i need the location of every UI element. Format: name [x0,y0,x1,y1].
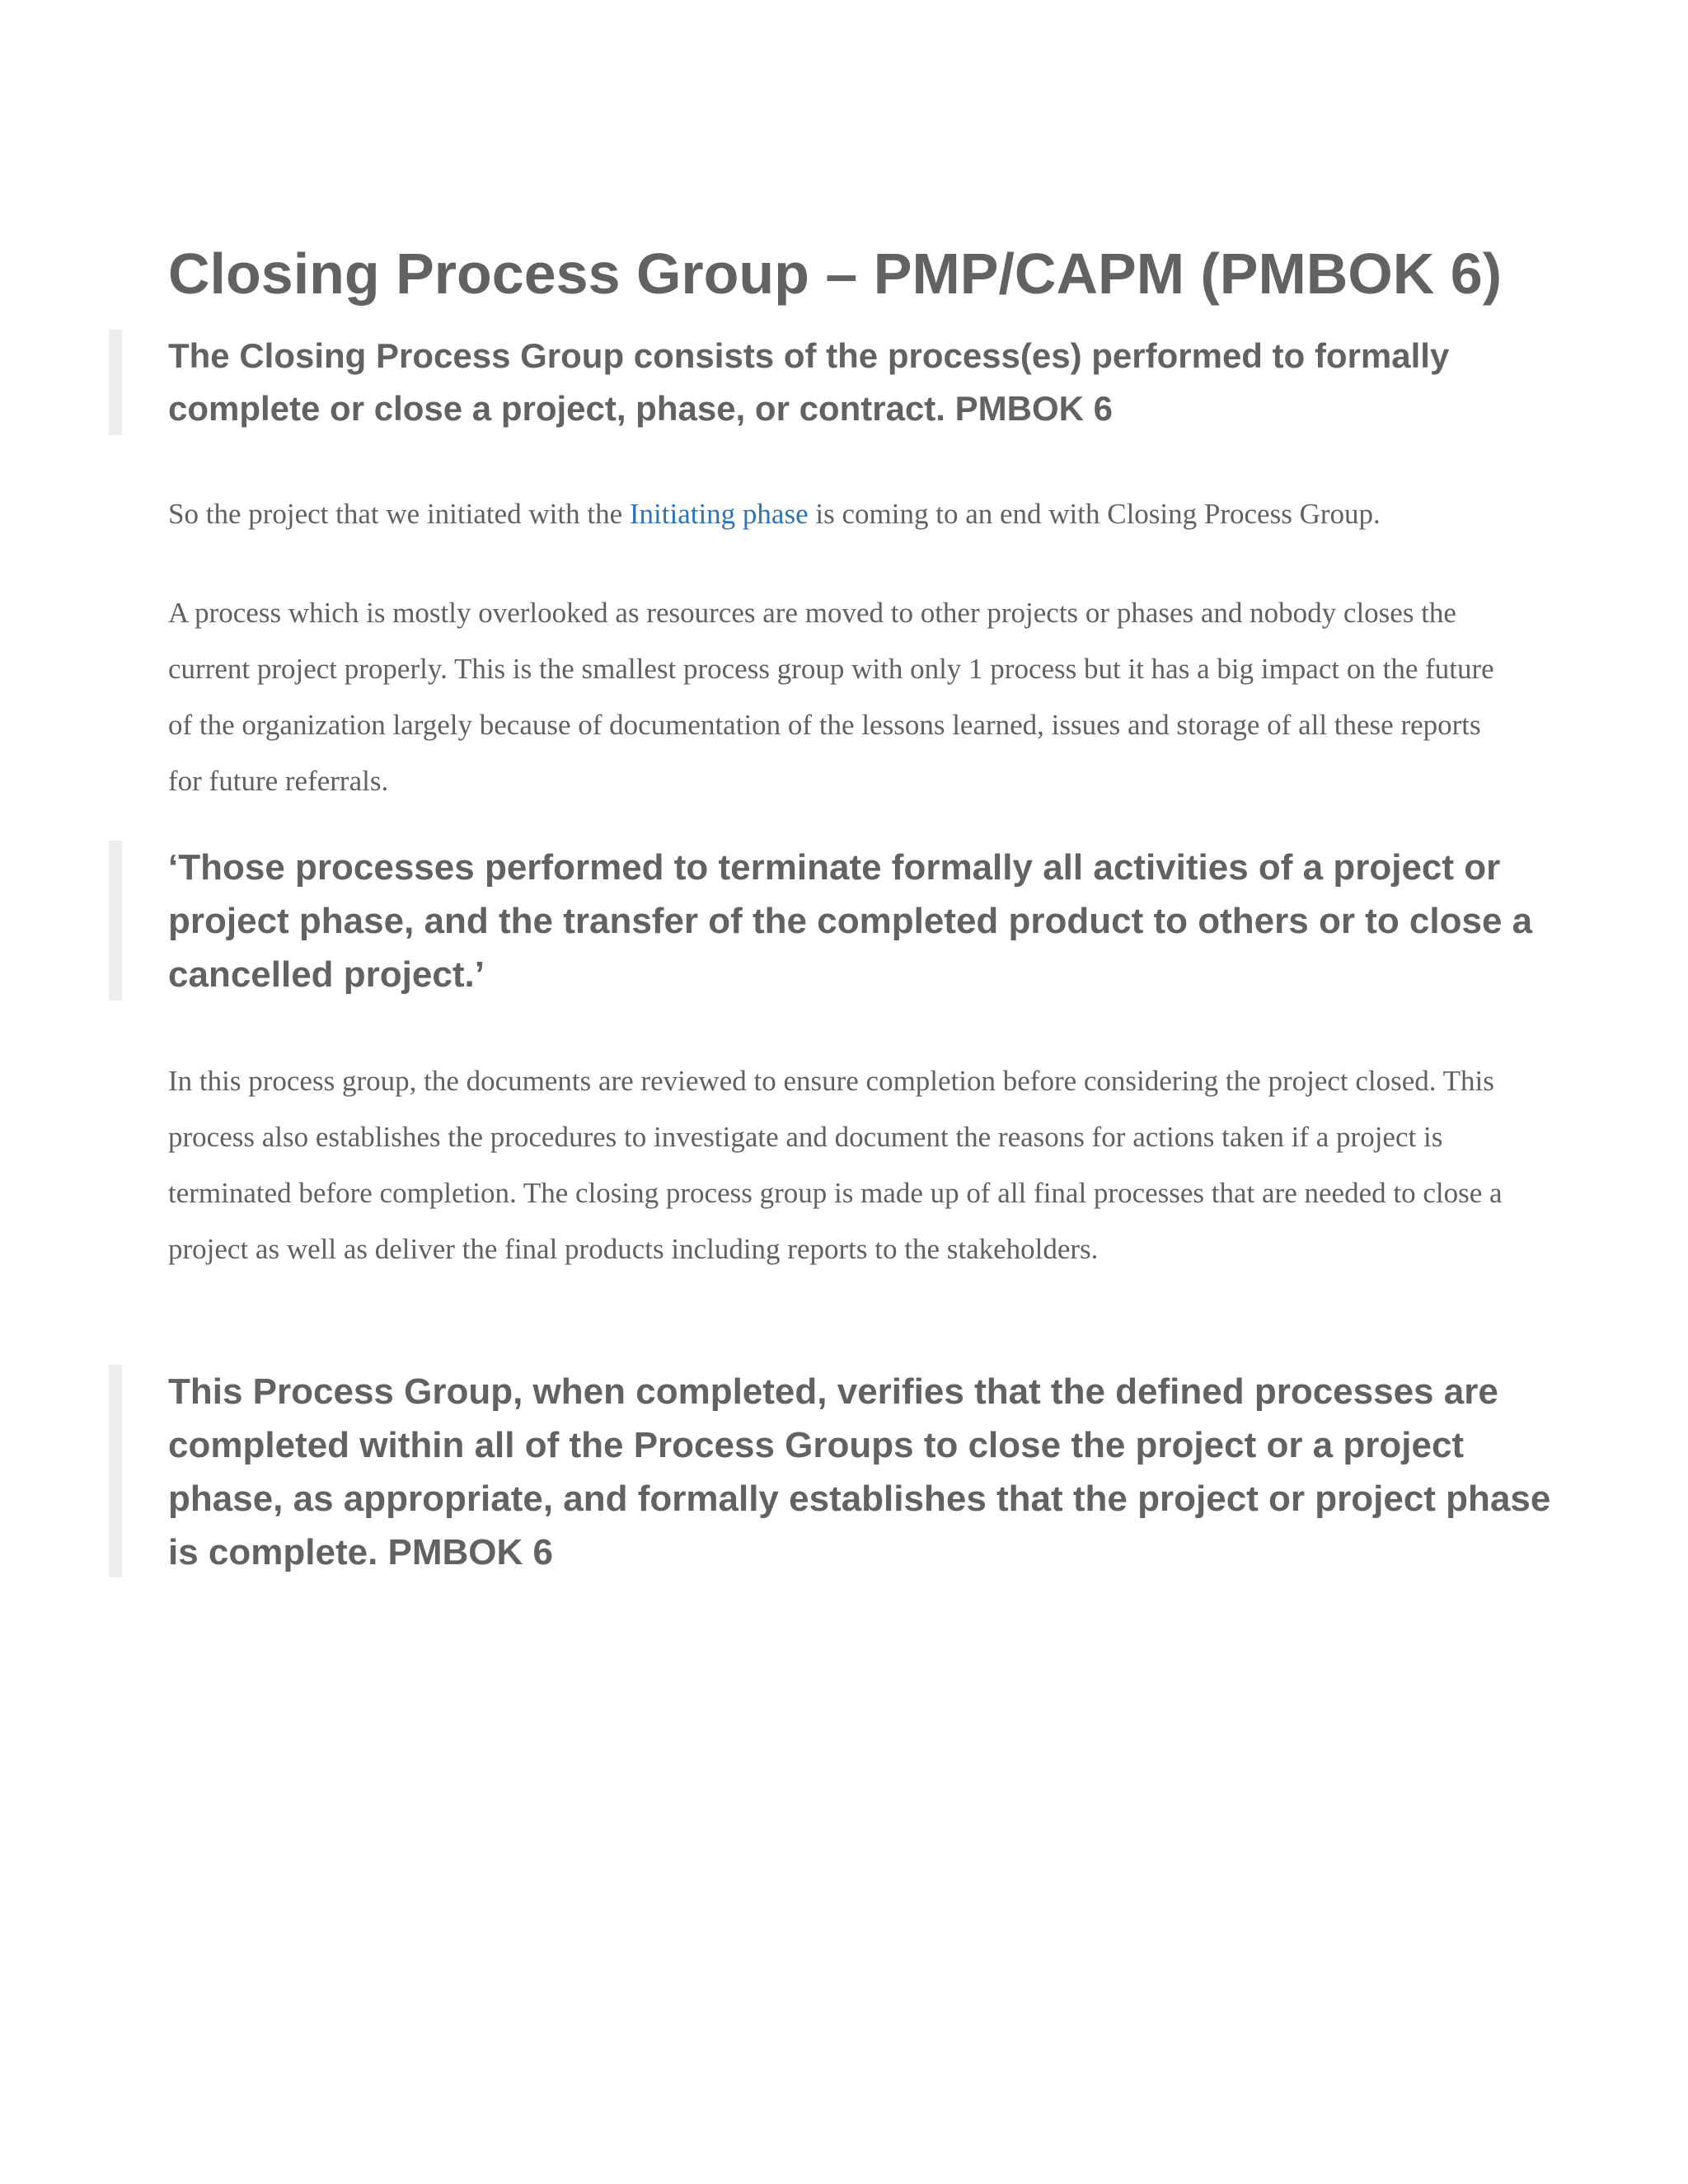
intro-text-end: is coming to an end with Closing Process Group. [808,498,1381,530]
blockquote-text: ‘Those processes performed to terminate formally all activities of a project or project phase, and the transfer of the completed product to others or to close a cancelled project.’ [168,847,1533,995]
overview-paragraph: A process which is mostly overlooked as resources are moved to other projects or phases and nobody closes the current project properly. This is the smallest process group with only 1 process but it has a big impact on the future of the organization largely because of documentation of the lessons learned, issues and storage of all these reports for future referrals. [168,597,1494,797]
blockquote-text: This Process Group, when completed, verifies that the defined processes are completed within all of the Process Groups to close the project or a project phase, as appropriate, and formally establishes that the project or project phase is complete. PMBOK 6 [168,1371,1551,1572]
initiating-phase-link[interactable]: Initiating phase [629,498,809,530]
details-paragraph: In this process group, the documents are reviewed to ensure completion before considering the project closed. This process also establishes the procedures to investigate and document the reasons for actions taken if a project is terminated before completion. The closing process group is made up of all final processes that are needed to close a project as well as deliver the final products including reports to the stakeholders. [168,1065,1503,1265]
blockquote-definition [109,330,1569,435]
blockquote-text: The Closing Process Group consists of the process(es) performed to formally complete or close a project, phase, or contract. PMBOK 6 [168,336,1450,428]
page-title: Closing Process Group – PMP/CAPM (PMBOK 6) [168,241,1502,306]
intro-text-start: So the project that we initiated with the [168,498,630,530]
intro-paragraph [168,490,1512,539]
blockquote-verification [109,1365,1569,1577]
blockquote-terminate [109,841,1569,1001]
